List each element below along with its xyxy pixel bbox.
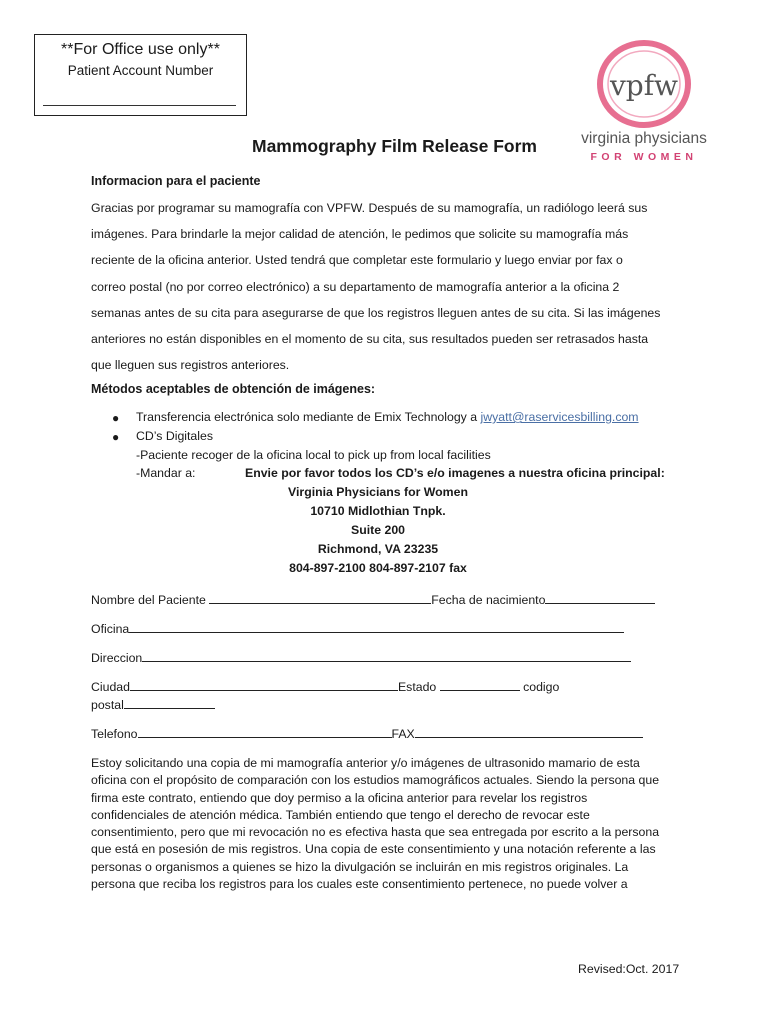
phone-field[interactable] xyxy=(138,726,392,738)
revision-date: Revised:Oct. 2017 xyxy=(578,962,680,976)
consent-line: que está en posesión de mis registros. Una copia de este consentimiento y una notación referente a las xyxy=(91,842,656,857)
code-label: codigo xyxy=(523,680,560,694)
postal-row xyxy=(91,697,215,712)
logo-subtitle: FOR WOMEN xyxy=(590,151,698,163)
postal-field[interactable] xyxy=(124,697,215,709)
phone-label: Telefono xyxy=(91,727,138,741)
fax-label: FAX xyxy=(391,727,415,741)
state-label: Estado xyxy=(397,680,437,694)
intro-line: que lleguen sus registros anteriores. xyxy=(91,358,290,373)
office-use-title: **For Office use only** xyxy=(61,41,220,58)
address-field[interactable] xyxy=(142,650,631,662)
office-label: Oficina xyxy=(91,622,130,636)
phone-row xyxy=(91,726,643,741)
section-heading-info: Informacion para el paciente xyxy=(91,174,261,188)
intro-line: imágenes. Para brindarle la mejor calidad de atención, le pedimos que solicite su mamografía más xyxy=(91,227,629,242)
city-label: Ciudad xyxy=(91,680,130,694)
vpfw-logo-mark xyxy=(568,37,718,132)
consent-line: oficina con el propósito de comparación con los estudios mamográficos actuales. Siendo la persona que xyxy=(91,773,660,788)
address-label: Direccion xyxy=(91,651,143,665)
intro-line: reciente de la oficina anterior. Usted tendrá que completar este formulario y luego enviar por fax o xyxy=(91,253,623,268)
dob-label: Fecha de nacimiento xyxy=(431,593,546,607)
patient-account-label: Patient Account Number xyxy=(67,63,214,78)
consent-line: confidenciales de atención médica. También entiendo que tengo el derecho de revocar este xyxy=(91,807,590,822)
address-suite: Suite 200 xyxy=(351,523,405,537)
patient-name-row xyxy=(91,592,655,607)
logo-mark-text: vpfw xyxy=(609,69,679,102)
fax-field[interactable] xyxy=(415,726,643,738)
bullet-icon: ● xyxy=(112,411,120,425)
email-link[interactable]: jwyatt@raservicesbilling.com xyxy=(480,410,639,424)
intro-line: correo postal (no por correo electrónico) a su departamento de mamografía anterior a la oficina 2 xyxy=(91,279,620,294)
address-street: 10710 Midlothian Tnpk. xyxy=(310,504,446,518)
section-heading-methods: Métodos aceptables de obtención de imágenes: xyxy=(91,382,376,396)
consent-line: persona que reciba los registros para los cuales este consentimiento pertenece, no puede volver a xyxy=(91,877,628,892)
method-emix-text: Transferencia electrónica solo mediante de Emix Technology a xyxy=(136,410,478,424)
method-pickup-text: -Paciente recoger de la oficina local to pick up from local facilities xyxy=(136,448,491,462)
consent-paragraph xyxy=(91,755,681,893)
page-title: Mammography Film Release Form xyxy=(252,136,537,156)
patient-name-field[interactable] xyxy=(209,592,431,604)
logo-name: virginia physicians xyxy=(581,130,707,147)
patient-name-label: Nombre del Paciente xyxy=(91,593,206,607)
consent-line: consentimiento, pero que mi revocación no es efectiva hasta que sea entregada por escrito a la persona xyxy=(91,825,660,840)
intro-paragraph xyxy=(91,195,681,378)
consent-line: Estoy solicitando una copia de mi mamografía anterior y/o imágenes de ultrasonido mamario de esta xyxy=(91,756,640,770)
mail-to-label: -Mandar a: xyxy=(136,466,196,480)
intro-line: Gracias por programar su mamografía con VPFW. Después de su mamografía, un radiólogo leerá sus xyxy=(91,201,648,215)
office-row xyxy=(91,621,624,636)
city-field[interactable] xyxy=(130,679,398,691)
consent-line: personas o organismos a quienes se hizo la divulgación se incluirán en mis registros originales. La xyxy=(91,859,629,874)
postal-label: postal xyxy=(91,698,124,712)
dob-field[interactable] xyxy=(545,592,655,604)
method-cd-text: CD’s Digitales xyxy=(136,429,213,443)
consent-line: firma este contrato, entiendo que doy permiso a la oficina anterior para revelar los registros xyxy=(91,790,588,805)
address-phones: 804-897-2100 804-897-2107 fax xyxy=(289,561,467,575)
vpfw-logo xyxy=(568,37,718,167)
patient-account-field[interactable] xyxy=(43,105,236,106)
bullet-icon: ● xyxy=(112,430,120,444)
city-row xyxy=(91,679,559,694)
state-field[interactable] xyxy=(440,679,520,691)
address-city: Richmond, VA 23235 xyxy=(317,542,439,556)
address-row xyxy=(91,650,631,665)
office-field[interactable] xyxy=(129,621,624,633)
intro-line: semanas antes de su cita para asegurarse de que los registros lleguen antes de su cita. Si las imágenes xyxy=(91,305,661,320)
address-intro: Envie por favor todos los CD’s e/o imagenes a nuestra oficina principal: xyxy=(245,466,665,480)
intro-line: anteriores no están disponibles en el momento de su cita, sus resultados pueden ser retrasados hasta xyxy=(91,332,649,347)
address-name: Virginia Physicians for Women xyxy=(288,485,468,499)
office-use-box xyxy=(34,34,247,116)
